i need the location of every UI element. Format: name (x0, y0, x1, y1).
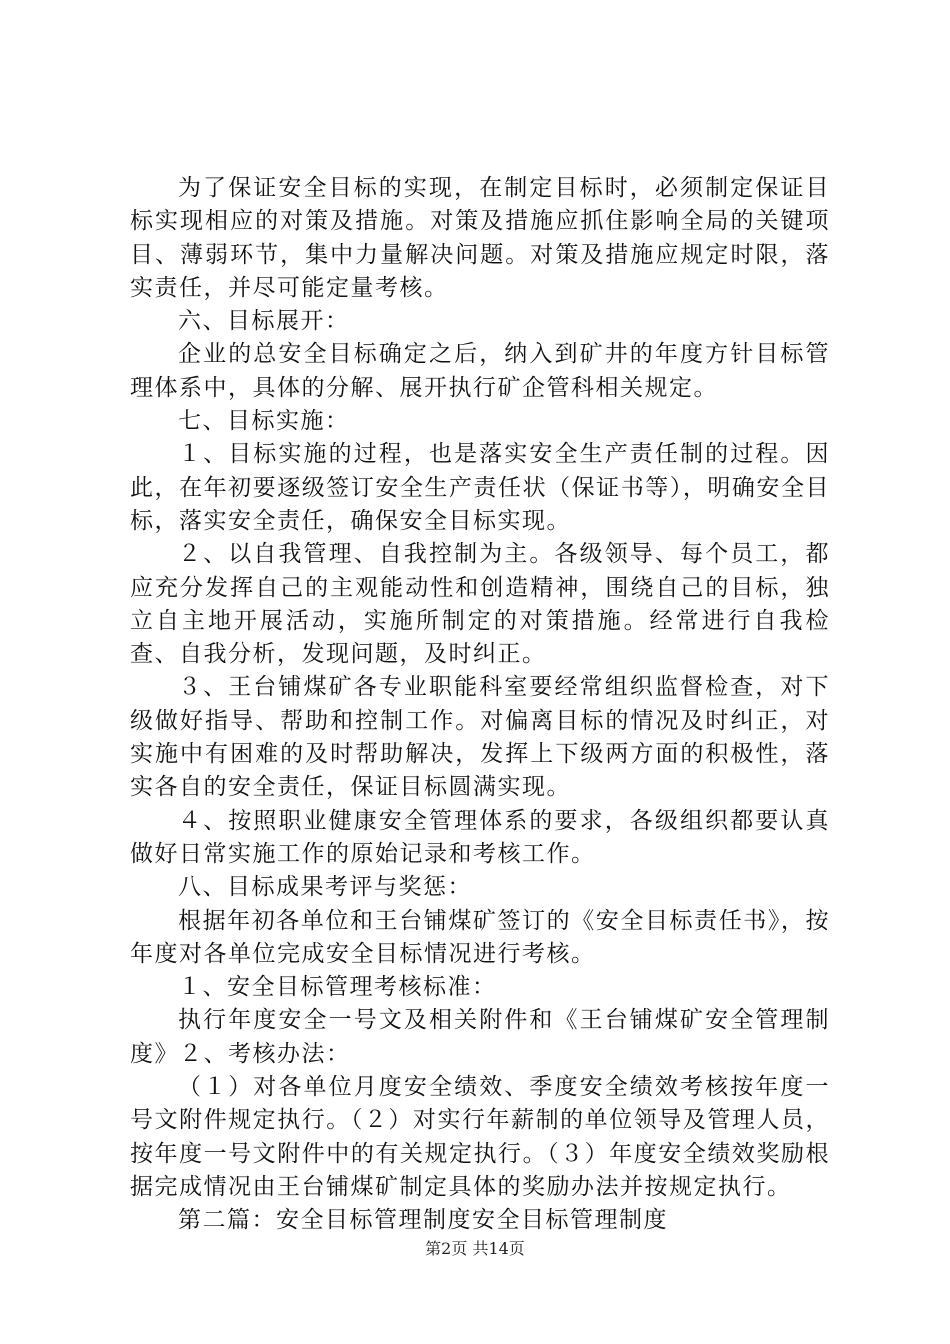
page-number: 第2页 共14页 (425, 1239, 525, 1258)
paragraph: 企业的总安全目标确定之后，纳入到矿井的年度方针目标管理体系中，具体的分解、展开执行矿企管科相关规定。 (130, 341, 830, 401)
document-body (130, 172, 830, 1238)
subsection-heading: １、安全目标管理考核标准： (178, 974, 497, 1001)
paragraph: １、目标实施的过程，也是落实安全生产责任制的过程。因此，在年初要逐级签订安全生产责任状（保证书等），明确安全目标，落实安全责任，确保安全目标实现。 (130, 441, 830, 534)
section-heading: 六、目标展开： (178, 308, 350, 335)
section-heading: 八、目标成果考评与奖惩： (178, 874, 472, 901)
section-heading: 七、目标实施： (178, 408, 350, 435)
paragraph: ３、王台铺煤矿各专业职能科室要经常组织监督检查，对下级做好指导、帮助和控制工作。对偏离目标的情况及时纠正，对实施中有困难的及时帮助解决，发挥上下级两方面的积极性，落实各自的安全责任，保证目标圆满实现。 (130, 674, 830, 801)
paragraph: （１）对各单位月度安全绩效、季度安全绩效考核按年度一号文附件规定执行。（２）对实行年薪制的单位领导及管理人员，按年度一号文附件中的有关规定执行。（３）年度安全绩效奖励根据完成情况由王台铺煤矿制定具体的奖励办法并按规定执行。 (130, 1074, 830, 1200)
paragraph: 为了保证安全目标的实现，在制定目标时，必须制定保证目标实现相应的对策及措施。对策及措施应抓住影响全局的关键项目、薄弱环节，集中力量解决问题。对策及措施应规定时限，落实责任，并尽可能定量考核。 (130, 175, 830, 301)
paragraph: ４、按照职业健康安全管理体系的要求，各级组织都要认真做好日常实施工作的原始记录和考核工作。 (130, 807, 830, 867)
chapter-heading: 第二篇：安全目标管理制度安全目标管理制度 (178, 1207, 668, 1234)
paragraph: 根据年初各单位和王台铺煤矿签订的《安全目标责任书》，按年度对各单位完成安全目标情况进行考核。 (130, 907, 830, 967)
paragraph: ２、以自我管理、自我控制为主。各级领导、每个员工，都应充分发挥自己的主观能动性和创造精神，围绕自己的目标，独立自主地开展活动，实施所制定的对策措施。经常进行自我检查、自我分析，发现问题，及时纠正。 (130, 541, 830, 668)
paragraph: 执行年度安全一号文及相关附件和《王台铺煤矿安全管理制度》２、考核办法： (130, 1007, 830, 1067)
